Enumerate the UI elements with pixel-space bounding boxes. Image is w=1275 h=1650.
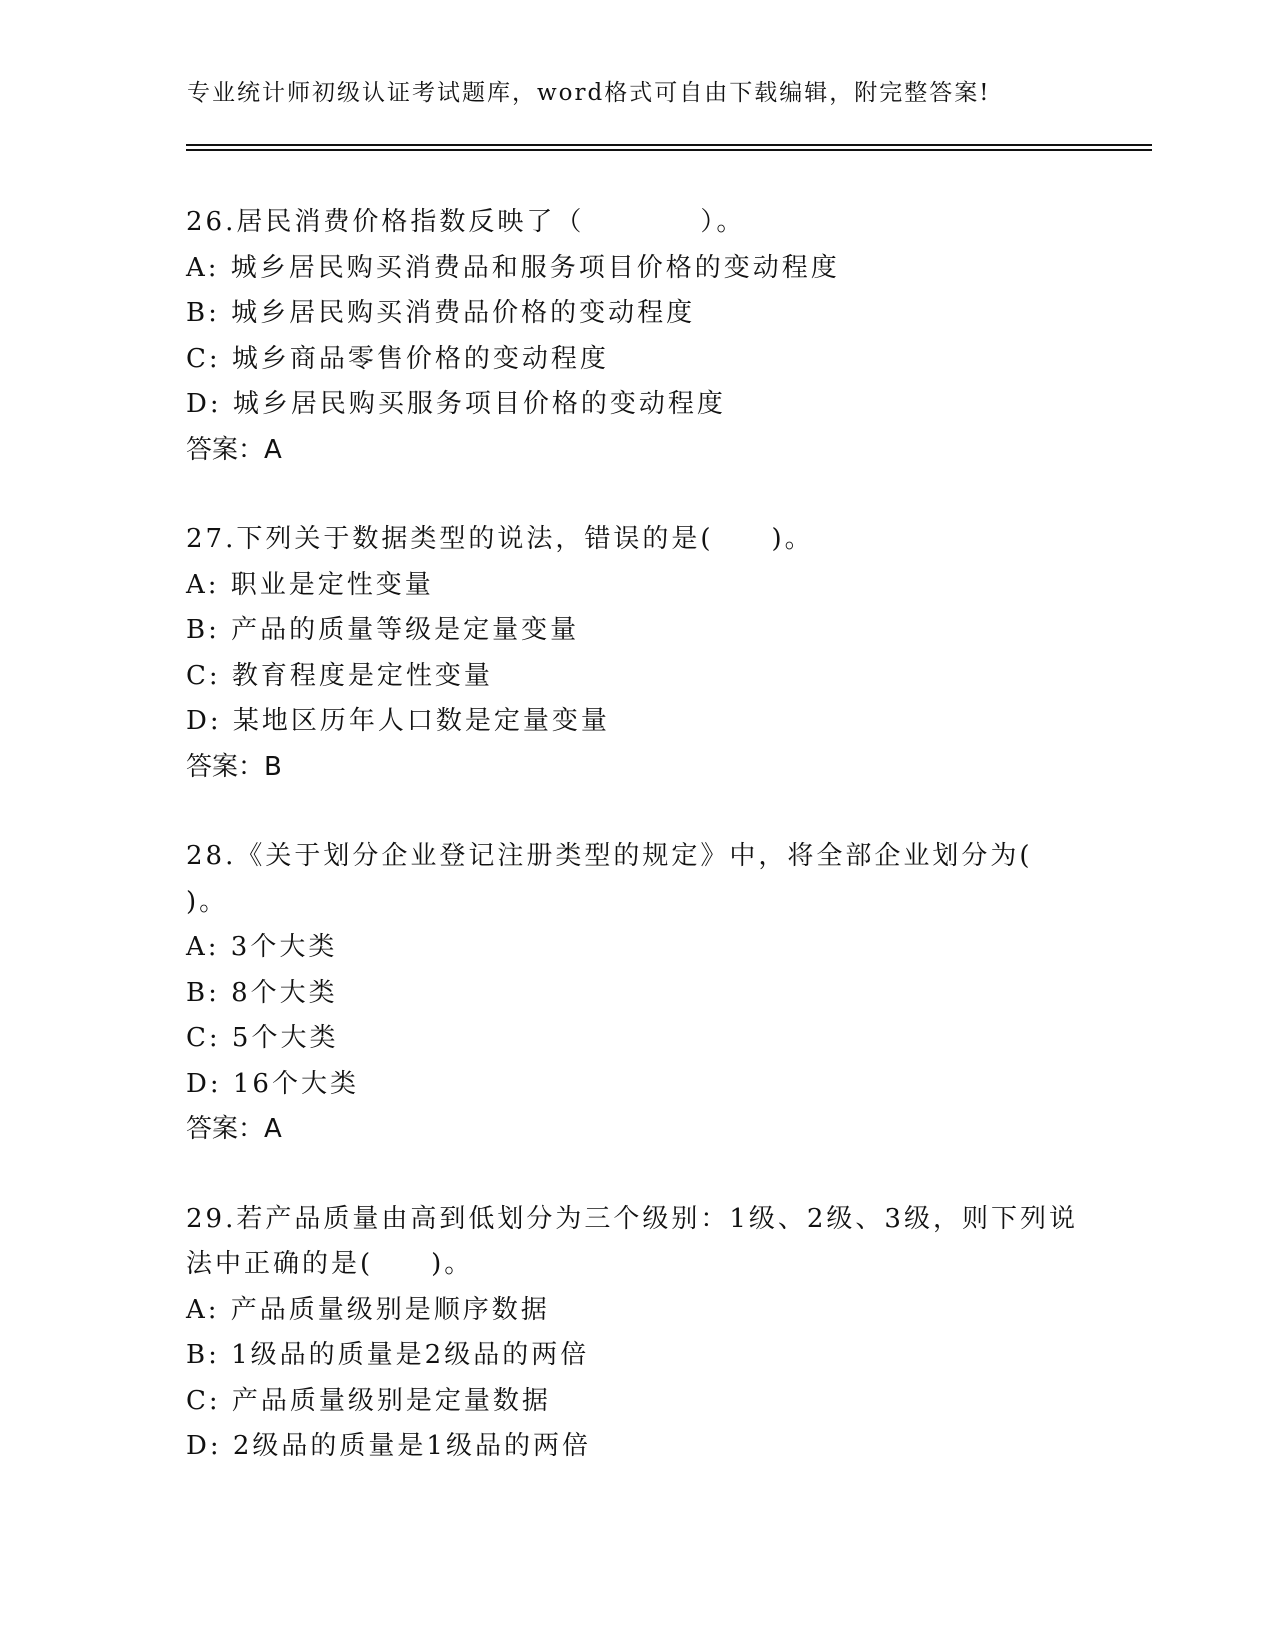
question-stem: 26.居民消费价格指数反映了（ ）。 [186,207,746,237]
question-29 [186,1197,1106,1470]
question-stem: 29.若产品质量由高到低划分为三个级别：1级、2级、3级，则下列说 [186,1203,1078,1234]
option-c: C: 产品质量级别是定量数据 [186,1385,551,1416]
question-stem: 28.《关于划分企业登记注册类型的规定》中，将全部企业划分为( [186,841,1033,871]
option-b: B: 城乡居民购买消费品价格的变动程度 [186,298,696,328]
page-header: 专业统计师初级认证考试题库，word格式可自由下载编辑，附完整答案! [187,80,991,106]
answer-line: 答案：A [186,1114,282,1144]
option-c: C: 城乡商品零售价格的变动程度 [186,343,609,374]
option-b: B: 产品的质量等级是定量变量 [186,615,580,645]
option-d: D: 2级品的质量是1级品的两倍 [186,1431,591,1461]
question-stem-continued: 法中正确的是( )。 [186,1249,474,1279]
option-d: D: 某地区历年人口数是定量变量 [186,706,610,736]
option-b: B: 1级品的质量是2级品的两倍 [186,1340,590,1370]
question-list [186,200,1106,1514]
option-c: C: 教育程度是定性变量 [186,660,493,691]
option-d: D: 城乡居民购买服务项目价格的变动程度 [186,389,726,419]
question-26 [186,200,1106,473]
question-stem: 27.下列关于数据类型的说法，错误的是( )。 [186,524,814,554]
question-stem-continued: )。 [186,886,229,917]
question-28 [186,834,1106,1153]
option-c: C: 5个大类 [186,1023,339,1053]
option-b: B: 8个大类 [186,977,338,1008]
option-a: A: 城乡居民购买消费品和服务项目价格的变动程度 [186,252,840,283]
option-a: A: 职业是定性变量 [186,569,434,600]
answer-line: 答案：A [186,434,282,465]
question-27 [186,517,1106,790]
option-a: A: 3个大类 [186,932,338,962]
option-a: A: 产品质量级别是顺序数据 [186,1294,550,1325]
header-divider [186,144,1152,151]
answer-line: 答案：B [186,751,282,782]
option-d: D: 16个大类 [186,1068,359,1099]
